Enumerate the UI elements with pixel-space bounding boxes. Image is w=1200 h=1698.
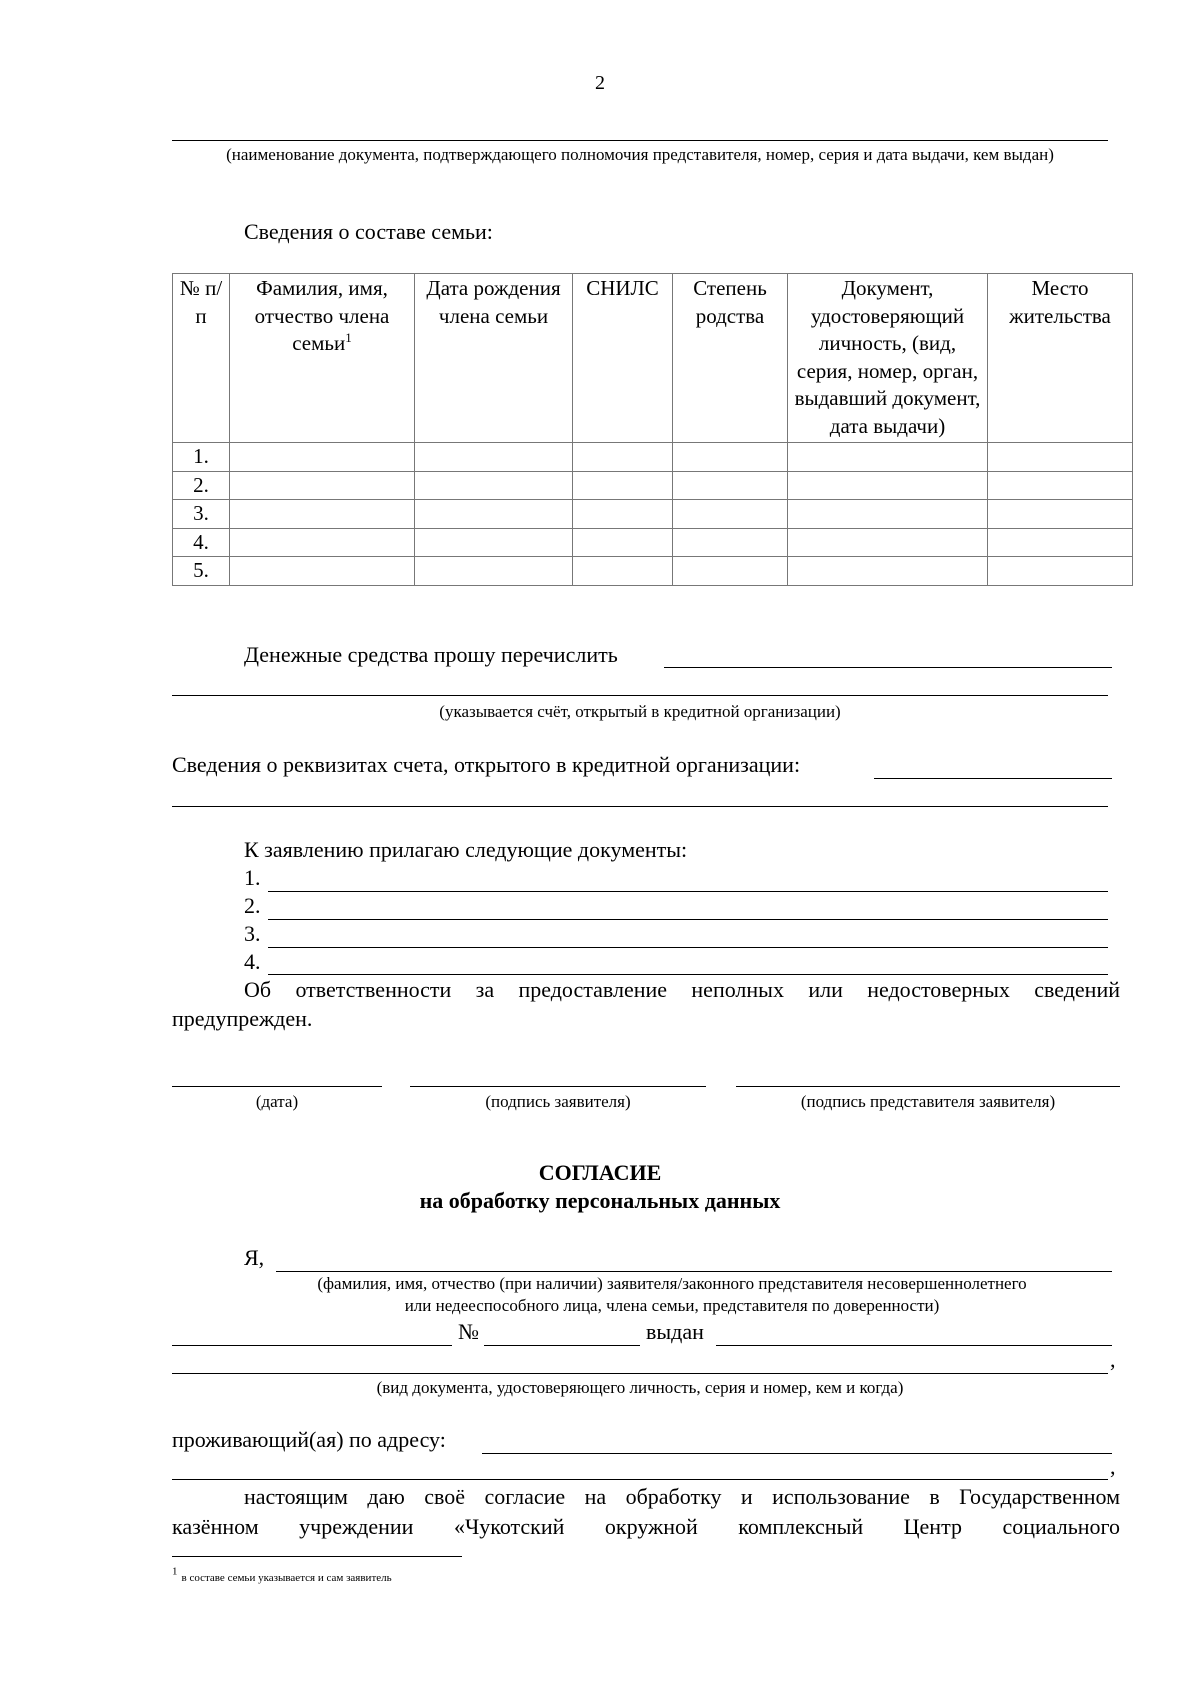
- table-row: [173, 443, 1133, 472]
- relationship-cell[interactable]: [673, 500, 788, 529]
- attachment-number: 4.: [244, 949, 261, 974]
- table-row: [173, 500, 1133, 529]
- representative-signature-caption: (подпись представителя заявителя): [800, 1092, 1056, 1111]
- consent-text-line2: казённом учреждении «Чукотский окружной комплексный Центр социального: [172, 1514, 1120, 1539]
- footnote-text: в составе семьи указывается и сам заявитель: [181, 1572, 392, 1584]
- representative-doc-caption: (наименование документа, подтверждающего полномочия представителя, номер, серия и дата выдачи, кем выдан): [226, 145, 1054, 164]
- consent-name-field[interactable]: [276, 1271, 1112, 1272]
- consent-address-field[interactable]: [482, 1453, 1112, 1454]
- transfer-account-field-line2[interactable]: [172, 695, 1108, 696]
- responsibility-text-line1: Об ответственности за предоставление неполных или недостоверных сведений: [244, 977, 1120, 1002]
- birth-date-cell[interactable]: [415, 557, 573, 586]
- family-heading: Сведения о составе семьи:: [244, 219, 493, 244]
- bank-details-field[interactable]: [874, 778, 1112, 779]
- table-row: [173, 471, 1133, 500]
- row-number: 5.: [173, 557, 230, 586]
- applicant-signature-field[interactable]: [410, 1086, 706, 1087]
- family-table: [172, 273, 1133, 586]
- birth-date-cell[interactable]: [415, 500, 573, 529]
- snils-cell[interactable]: [573, 528, 673, 557]
- row-number: 4.: [173, 528, 230, 557]
- identity-document-cell[interactable]: [788, 471, 988, 500]
- date-field[interactable]: [172, 1086, 382, 1087]
- snils-cell[interactable]: [573, 443, 673, 472]
- bank-details-label: Сведения о реквизитах счета, открытого в кредитной организации:: [172, 752, 801, 777]
- snils-cell[interactable]: [573, 471, 673, 500]
- column-header-number: № п/п: [173, 274, 230, 443]
- responsibility-text-line2: предупрежден.: [172, 1006, 313, 1031]
- birth-date-cell[interactable]: [415, 443, 573, 472]
- full-name-cell[interactable]: [230, 528, 415, 557]
- residence-cell[interactable]: [988, 471, 1133, 500]
- snils-cell[interactable]: [573, 500, 673, 529]
- relationship-cell[interactable]: [673, 528, 788, 557]
- date-caption: (дата): [255, 1092, 299, 1111]
- residence-cell[interactable]: [988, 557, 1133, 586]
- attachment-field-2[interactable]: [268, 919, 1108, 920]
- attachment-number: 1.: [244, 865, 261, 890]
- identity-document-cell[interactable]: [788, 443, 988, 472]
- column-header-snils: СНИЛС: [573, 274, 673, 443]
- column-header-birth-date: Дата рождения члена семьи: [415, 274, 573, 443]
- full-name-cell[interactable]: [230, 443, 415, 472]
- attachment-field-3[interactable]: [268, 947, 1108, 948]
- attachment-field-1[interactable]: [268, 891, 1108, 892]
- consent-number-label: №: [458, 1319, 479, 1344]
- snils-cell[interactable]: [573, 557, 673, 586]
- consent-address-label: проживающий(ая) по адресу:: [172, 1427, 446, 1452]
- column-header-full-name: [230, 274, 415, 443]
- page-number: 2: [595, 72, 605, 94]
- row-number: 1.: [173, 443, 230, 472]
- consent-doc-type-field[interactable]: [172, 1345, 452, 1346]
- column-header-relationship: Степень родства: [673, 274, 788, 443]
- identity-document-cell[interactable]: [788, 557, 988, 586]
- footnote: [172, 1565, 392, 1586]
- relationship-cell[interactable]: [673, 557, 788, 586]
- footnote-reference: 1: [345, 330, 352, 345]
- family-table-header-row: [173, 274, 1133, 443]
- consent-id-doc-caption: (вид документа, удостоверяющего личность, серия и номер, кем и когда): [376, 1378, 904, 1397]
- birth-date-cell[interactable]: [415, 528, 573, 557]
- transfer-caption: (указывается счёт, открытый в кредитной организации): [439, 702, 841, 721]
- consent-doc-number-field[interactable]: [484, 1345, 640, 1346]
- residence-cell[interactable]: [988, 500, 1133, 529]
- birth-date-cell[interactable]: [415, 471, 573, 500]
- row-number: 2.: [173, 471, 230, 500]
- transfer-label: Денежные средства прошу перечислить: [244, 642, 618, 667]
- relationship-cell[interactable]: [673, 471, 788, 500]
- footnote-separator: [172, 1556, 462, 1557]
- consent-subtitle: на обработку персональных данных: [419, 1188, 781, 1213]
- consent-title: СОГЛАСИЕ: [538, 1160, 662, 1185]
- consent-address-comma: ,: [1110, 1454, 1116, 1479]
- representative-signature-field[interactable]: [736, 1086, 1120, 1087]
- consent-name-caption-line1: (фамилия, имя, отчество (при наличии) заявителя/законного представителя несовершеннолетнего: [317, 1274, 1027, 1293]
- column-header-residence: Место жительства: [988, 274, 1133, 443]
- identity-document-cell[interactable]: [788, 500, 988, 529]
- residence-cell[interactable]: [988, 528, 1133, 557]
- consent-address-field-line2[interactable]: [172, 1479, 1108, 1480]
- consent-name-caption-line2: или недееспособного лица, члена семьи, представителя по доверенности): [404, 1296, 940, 1315]
- full-name-cell[interactable]: [230, 471, 415, 500]
- consent-issued-label: выдан: [646, 1319, 704, 1344]
- consent-issued-by-field[interactable]: [716, 1345, 1112, 1346]
- attachments-heading: К заявлению прилагаю следующие документы:: [244, 837, 688, 862]
- attachment-number: 2.: [244, 893, 261, 918]
- footnote-mark: 1: [172, 1565, 178, 1578]
- representative-doc-line: [172, 140, 1108, 141]
- consent-i-label: Я,: [244, 1245, 265, 1270]
- consent-doc-details-field[interactable]: [172, 1373, 1108, 1374]
- transfer-account-field[interactable]: [664, 667, 1112, 668]
- consent-text-line1: настоящим даю своё согласие на обработку и использование в Государственном: [244, 1484, 1120, 1509]
- identity-document-cell[interactable]: [788, 528, 988, 557]
- table-row: [173, 528, 1133, 557]
- residence-cell[interactable]: [988, 443, 1133, 472]
- consent-doc-comma: ,: [1110, 1347, 1116, 1372]
- table-row: [173, 557, 1133, 586]
- column-header-identity-document: Документ, удостоверяющий личность, (вид, серия, номер, орган, выдавший документ, дата выдачи): [788, 274, 988, 443]
- bank-details-field-line2[interactable]: [172, 806, 1108, 807]
- column-header-full-name-text: Фамилия, имя, отчество члена семьи: [254, 276, 390, 355]
- full-name-cell[interactable]: [230, 557, 415, 586]
- row-number: 3.: [173, 500, 230, 529]
- full-name-cell[interactable]: [230, 500, 415, 529]
- applicant-signature-caption: (подпись заявителя): [485, 1092, 631, 1111]
- attachment-number: 3.: [244, 921, 261, 946]
- relationship-cell[interactable]: [673, 443, 788, 472]
